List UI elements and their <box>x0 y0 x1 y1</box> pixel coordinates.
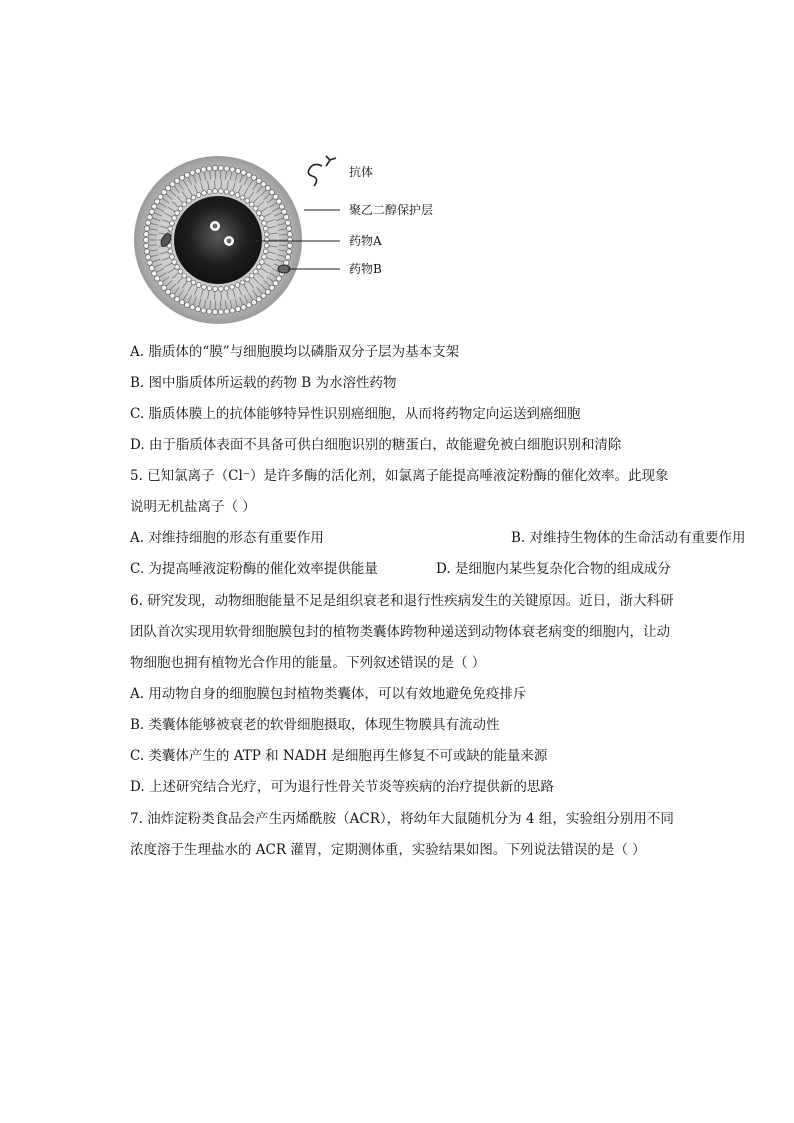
q5-stem-line1: 5. 已知氯离子（Cl⁻）是许多酶的活化剂，如氯离子能提高唾液淀粉酶的催化效率。此现象 <box>130 468 669 484</box>
antibody-icon <box>308 156 336 186</box>
q5-option-b: B. 对维持生物体的生命活动有重要作用 <box>511 530 746 546</box>
label-drug-b: 药物B <box>349 262 382 276</box>
q4-option-d: D. 由于脂质体表面不具备可供白细胞识别的糖蛋白，故能避免被白细胞识别和清除 <box>130 437 622 453</box>
q6-option-c: C. 类囊体产生的 ATP 和 NADH 是细胞再生修复不可或缺的能量来源 <box>130 748 548 764</box>
label-peg-layer: 聚乙二醇保护层 <box>349 203 434 217</box>
q6-option-d: D. 上述研究结合光疗，可为退行性骨关节炎等疾病的治疗提供新的思路 <box>130 779 554 795</box>
liposome-diagram <box>128 148 448 338</box>
liposome-figure <box>128 148 448 338</box>
q5-stem-line2: 说明无机盐离子（ ） <box>130 499 256 515</box>
aqueous-core <box>174 196 262 284</box>
q7-stem-line1: 7. 油炸淀粉类食品会产生丙烯酰胺（ACR），将幼年大鼠随机分为 4 组，实验组分别用不同 <box>130 811 674 827</box>
q6-option-b: B. 类囊体能够被衰老的软骨细胞摄取，体现生物膜具有流动性 <box>130 717 500 733</box>
q5-option-c: C. 为提高唾液淀粉酶的催化效率提供能量 <box>130 561 378 577</box>
q7-stem-line2: 浓度溶于生理盐水的 ACR 灌胃，定期测体重，实验结果如图。下列说法错误的是（ ） <box>130 842 646 858</box>
q5-option-a: A. 对维持细胞的形态有重要作用 <box>130 530 324 546</box>
label-drug-a: 药物A <box>349 234 382 248</box>
q6-stem-line1: 6. 研究发现，动物细胞能量不足是组织衰老和退行性疾病发生的关键原因。近日，浙大科研 <box>130 593 674 609</box>
q4-option-b: B. 图中脂质体所运载的药物 B 为水溶性药物 <box>130 375 397 391</box>
q6-stem-line3: 物细胞也拥有植物光合作用的能量。下列叙述错误的是（ ） <box>130 655 486 671</box>
q4-option-a: A. 脂质体的“膜”与细胞膜均以磷脂双分子层为基本支架 <box>130 344 460 360</box>
label-antibody: 抗体 <box>349 165 374 179</box>
q6-stem-line2: 团队首次实现用软骨细胞膜包封的植物类囊体跨物种递送到动物体衰老病变的细胞内，让动 <box>130 624 670 640</box>
q6-option-a: A. 用动物自身的细胞膜包封植物类囊体，可以有效地避免免疫排斥 <box>130 686 527 702</box>
q5-options-row2 <box>130 560 671 578</box>
q5-options-row1 <box>130 529 746 547</box>
q5-option-d: D. 是细胞内某些复杂化合物的组成成分 <box>436 561 671 577</box>
q4-option-c: C. 脂质体膜上的抗体能够特异性识别癌细胞，从而将药物定向运送到癌细胞 <box>130 406 581 422</box>
